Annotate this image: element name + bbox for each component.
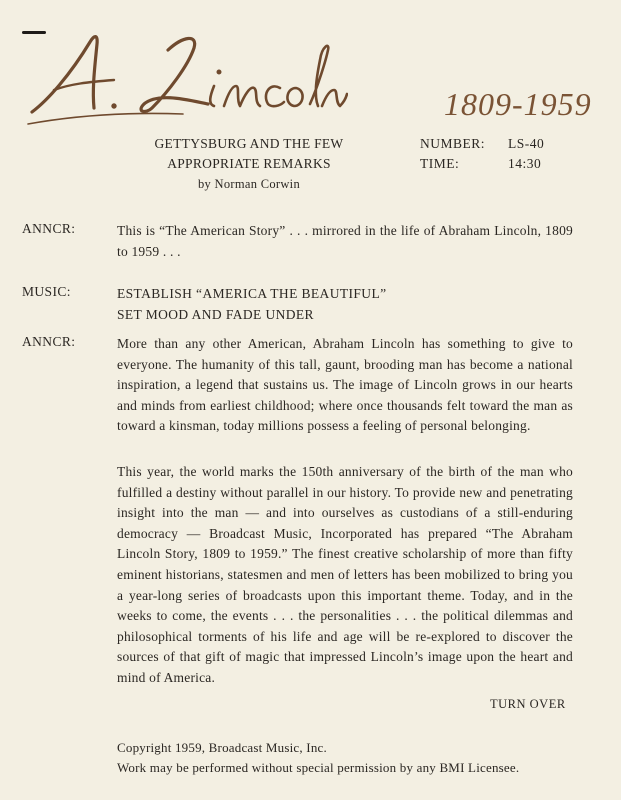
music-cue-line-1: ESTABLISH “AMERICA THE BEAUTIFUL” (117, 286, 387, 301)
time-label: TIME: (420, 156, 460, 171)
turn-over-note: TURN OVER (490, 697, 566, 711)
number-label: NUMBER: (420, 136, 486, 151)
anniversary-years: 1809-1959 (444, 86, 592, 122)
annc2-paragraph-2: This year, the world marks the 150th anniversary of the birth of the man who fulfilled a destiny without parallel in our history. To provide new and penetrating insight into the man — and into ourselves as custodians of a still-enduring democracy — Broadcast Music, Incorporated has prepared “The Abraham Lincoln Story, 1809 to 1959.” The finest creative scholarship of more than fifty eminent historians, statesmen and men of letters has been mobilized to bring you a year-long series of broadcasts upon this important theme. Today, and in the weeks to come, the events . . . the personalities . . . the political dilemmas and philosophical torments of his life and age will be re-explored to discover the sources of that gift of magic that impressed Lincoln’s image upon the heart and mind of America. (117, 464, 573, 685)
speaker-anncr-2: ANNCR: (22, 334, 76, 349)
music-cue (117, 284, 573, 325)
copyright-footer (117, 738, 519, 778)
program-title (136, 134, 362, 194)
title-line-1: GETTYSBURG AND THE FEW (154, 136, 344, 151)
title-line-2: APPROPRIATE REMARKS (167, 156, 331, 171)
music-cue-line-2: SET MOOD AND FADE UNDER (117, 306, 314, 322)
speaker-anncr-1: ANNCR: (22, 221, 76, 236)
annc1-text: This is “The American Story” . . . mirrored in the life of Abraham Lincoln, 1809 to 1959 . . . (117, 223, 573, 259)
program-meta (420, 134, 544, 174)
number-value: LS-40 (508, 136, 545, 151)
speaker-music: MUSIC: (22, 284, 71, 299)
lincoln-signature (18, 20, 348, 125)
time-value: 14:30 (508, 156, 542, 171)
author-byline: by Norman Corwin (197, 177, 300, 191)
time-row (420, 154, 544, 174)
number-row (420, 134, 544, 154)
permission-line: Work may be performed without special permission by any BMI Licensee. (117, 760, 520, 775)
copyright-line: Copyright 1959, Broadcast Music, Inc. (117, 740, 327, 755)
annc2-paragraph-1: More than any other American, Abraham Lincoln has something to give to everyone. The humanity of this tall, gaunt, brooding man has become a national inspiration, a legend that sustains us. The image of Lincoln grows in our hearts and minds from earliest childhood; where once thousands felt toward the man as toward a kinsman, today millions possess a feeling of personal belonging. (117, 336, 573, 434)
